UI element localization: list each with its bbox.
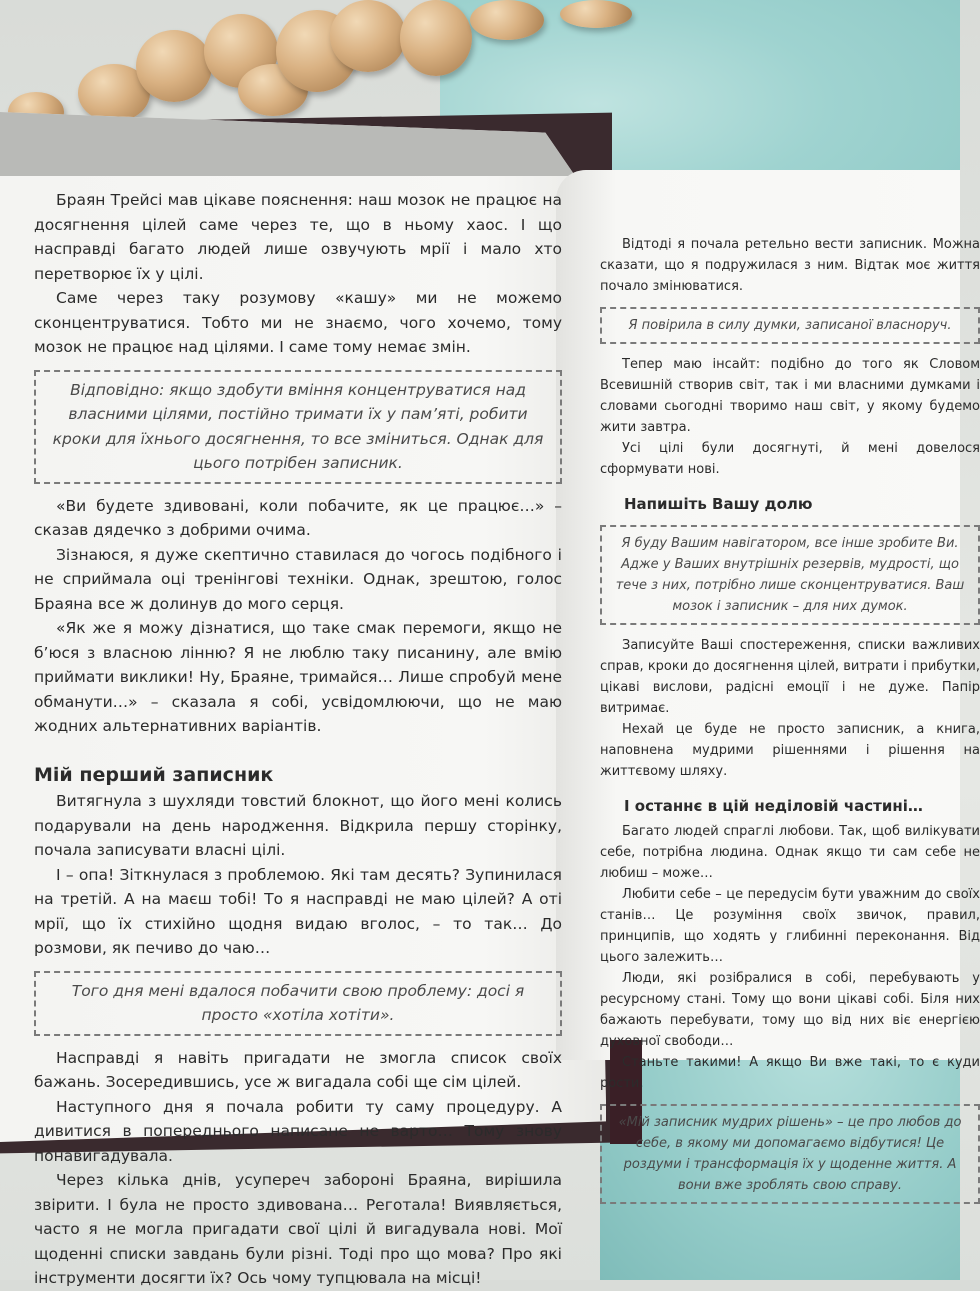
quote-box: Того дня мені вдалося побачити свою проблему: досі я просто «хотіла хотіти». — [34, 971, 562, 1036]
wooden-bead — [470, 0, 544, 40]
paragraph: Любити себе – це передусім бути уважним до своїх станів… Це розуміння своїх звичок, правил, принципів, що ходять у глибинні переконання. Від цього залежить… — [600, 887, 980, 965]
paragraph: Тепер маю інсайт: подібно до того як Словом Всевишній створив світ, так і ми власними думками і словами сьогодні творимо наш світ, у якому будемо жити завтра. — [600, 357, 980, 435]
paragraph: Саме через таку розумову «кашу» ми не можемо сконцентруватися. Тобто ми не знаємо, чого хочемо, тому мозок не працює над цілями. І саме тому немає змін. — [34, 289, 562, 356]
paragraph: Нехай це буде не просто записник, а книга, наповнена мудрими рішеннями і рішення на життєвому шляху. — [600, 722, 980, 779]
paragraph: Записуйте Ваші спостереження, списки важливих справ, кроки до досягнення цілей, витрати і прибутки, цікаві вислови, радісні емоції і не дуже. Папір витримає. — [600, 638, 980, 716]
paragraph: Багато людей спраглі любови. Так, щоб вилікувати себе, потрібна людина. Однак якщо ти сам себе не любиш – може… — [600, 824, 980, 881]
section-heading: Напишіть Вашу долю — [624, 495, 813, 513]
paragraph: Станьте такими! А якщо Ви вже такі, то є куди рости. — [600, 1055, 980, 1091]
paragraph: Витягнула з шухляди товстий блокнот, що його мені колись подарували на день народження. Відкрила першу сторінку, почала записувати власні цілі. — [34, 792, 562, 859]
section-heading: І останнє в цій неділовій частині… — [624, 797, 923, 815]
paragraph: Люди, які розібралися в собі, перебувають у ресурсному стані. Тому що вони цікаві собі. Біля них бажають перебувати, тому що від них віє енергією духовної свободи… — [600, 971, 980, 1049]
paragraph: Наступного дня я почала робити ту саму процедуру. А дивитися в попереднього написане не варто… Тому знову понавигадувала. — [34, 1097, 562, 1165]
wooden-bead — [136, 30, 212, 102]
paragraph: Браян Трейсі мав цікаве пояснення: наш мозок не працює на досягнення цілей саме через те, що в ньому хаос. І що насправді багато людей лише озвучують мрії і мало хто перетворює їх у цілі. — [34, 191, 562, 283]
quote-box: «Мій записник мудрих рішень» – це про любов до себе, в якому ми допомагаємо відбутися! Це роздуми і трансформація їх у щоденне життя. А вони вже зроблять свою справу. — [600, 1104, 980, 1204]
paragraph: Зізнаюся, я дуже скептично ставилася до чогось подібного і не сприймала оці тренінгові техніки. Однак, зрештою, голос Браяна все ж долинув до мого серця. — [34, 545, 562, 613]
left-page-text — [34, 188, 562, 1291]
wooden-bead — [560, 0, 632, 28]
wooden-bead — [400, 0, 472, 76]
paragraph: «Як же я можу дізнатися, що таке смак перемоги, якщо не б’юся з власною лінню? Я не люблю таку писанину, але вмію приймати виклики! Ну, Браяне, тримайся… Лише спробуй мене обманути…» – сказала я собі, усвідомлюючи, що не маю жодних альтернативних варіантів. — [34, 619, 562, 735]
quote-box: Я буду Вашим навігатором, все інше зробите Ви. Адже у Ваших внутрішніх резервів, мудрості, що тече з них, потрібно лише сконцентруватися. Ваш мозок і записник – для них думок. — [600, 525, 980, 625]
right-page-text — [600, 234, 980, 1214]
paragraph: Насправді я навіть пригадати не змогла список своїх бажань. Зосередившись, усе ж вигадала собі ще сім цілей. — [34, 1048, 562, 1091]
wooden-bead — [330, 0, 406, 72]
paragraph: Усі цілі були досягнуті, й мені довелося сформувати нові. — [600, 441, 980, 477]
quote-box: Я повірила в силу думки, записаної власноруч. — [600, 307, 980, 344]
paragraph: «Ви будете здивовані, коли побачите, як це працює…» – сказав дядечко з добрими очима. — [34, 496, 562, 539]
paragraph: Через кілька днів, усупереч забороні Браяна, вирішила звірити. І була не просто здивована… Реготала! Виявляється, часто я не могла пригадати свої цілі й вигадувала нові. Мої щоденні списки завдань були різні. Тоді про що мова? Про які інструменти досягти їх? Ось чому тупцювала на місці! — [34, 1171, 562, 1287]
paragraph: Відтоді я почала ретельно вести записник. Можна сказати, що я подружилася з ним. Відтак моє життя почало змінюватися. — [600, 237, 980, 294]
section-heading: Мій перший записник — [34, 763, 274, 786]
quote-box: Відповідно: якщо здобути вміння концентруватися над власними цілями, постійно тримати їх у пам’яті, робити кроки для їхнього досягнення, то все зміниться. Однак для цього потрібен записник. — [34, 370, 562, 484]
right-page-clip — [556, 170, 980, 1193]
paragraph: І – опа! Зіткнулася з проблемою. Які там десять? Зупинилася на третій. А на маєш тобі! То я насправді не маю цілей? А оті мрії, що їх стихійно щодня видаю вголос, – то так… До розмови, як печиво до чаю… — [34, 865, 562, 957]
